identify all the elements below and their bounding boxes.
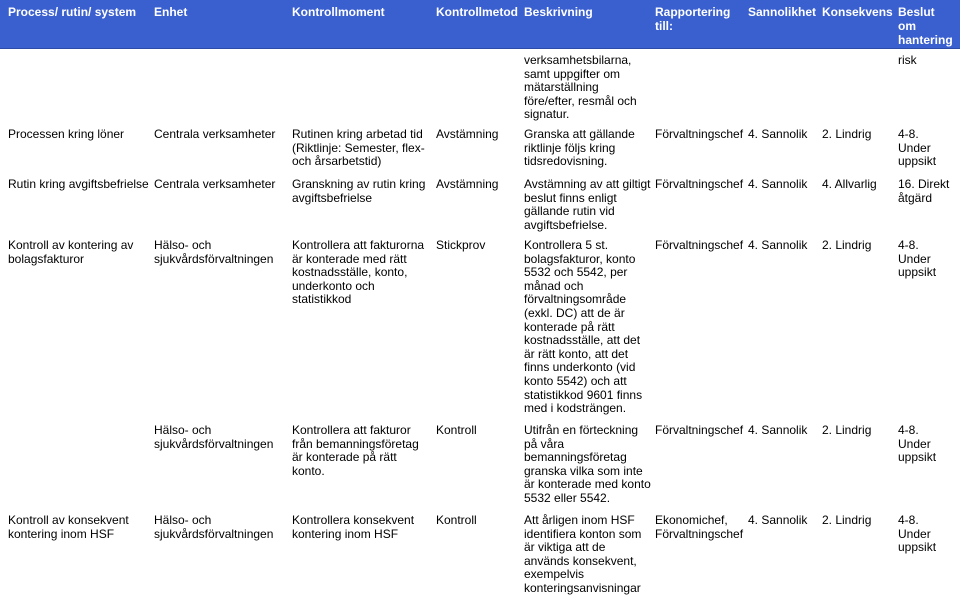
cell-unit: Hälso- och sjukvårdsförvaltningen: [154, 238, 274, 266]
cell-process: Kontroll av kontering av bolagsfakturor: [8, 238, 134, 266]
cell-unit: Centrala verksamheter: [154, 177, 276, 191]
header-control-method: Kontrollmetod: [436, 5, 518, 19]
header-report-to: Rapportering till:: [655, 5, 731, 33]
cell-probability: 4. Sannolik: [748, 513, 808, 527]
cell-report-to: Förvaltningschef: [655, 423, 744, 437]
cell-consequence: 2. Lindrig: [822, 238, 872, 252]
header-decision: Beslut om hantering: [898, 5, 953, 47]
cell-control-moment: Kontrollera att fakturorna är konterade med rätt kostnadsställe, konto, underkonto och statistikkod: [292, 238, 425, 307]
cell-consequence: 2. Lindrig: [822, 127, 872, 141]
header-consequence: Konsekvens: [822, 5, 893, 19]
cell-report-to: Förvaltningschef: [655, 177, 744, 191]
cell-description: Avstämning av att giltigt beslut finns enligt gällande rutin vid avgiftsbefrielse.: [524, 177, 651, 232]
cell-description: verksamhetsbilarna, samt uppgifter om mätarställning före/efter, resmål och signatur.: [524, 53, 637, 122]
cell-consequence: 2. Lindrig: [822, 513, 872, 527]
cell-consequence: 4. Allvarlig: [822, 177, 877, 191]
cell-control-moment: Granskning av rutin kring avgiftsbefrielse: [292, 177, 426, 205]
cell-report-to: Förvaltningschef: [655, 238, 744, 252]
cell-description: Att årligen inom HSF identifiera konton som är viktiga att de används konsekvent, exempelvis konteringsanvisningar: [524, 513, 642, 595]
cell-report-to: Förvaltningschef: [655, 127, 744, 141]
cell-report-to: Ekonomichef, Förvaltningschef: [655, 513, 744, 541]
cell-decision: 4-8. Under uppsikt: [898, 423, 937, 465]
cell-control-method: Kontroll: [436, 423, 477, 437]
header-process: Process/ rutin/ system: [8, 5, 137, 19]
cell-decision: 4-8. Under uppsikt: [898, 238, 937, 280]
cell-control-method: Stickprov: [436, 238, 486, 252]
cell-control-method: Avstämning: [436, 127, 499, 141]
cell-description: Granska att gällande riktlinje följs kring tidsredovisning.: [524, 127, 635, 169]
cell-control-method: Avstämning: [436, 177, 499, 191]
cell-unit: Hälso- och sjukvårdsförvaltningen: [154, 513, 274, 541]
header-unit: Enhet: [154, 5, 188, 19]
cell-probability: 4. Sannolik: [748, 177, 808, 191]
cell-description: Kontrollera 5 st. bolagsfakturor, konto 5532 och 5542, per månad och förvaltningsområde (exkl. DC) att de är konterade på rätt kostnadsställe, att det är rätt konto, att det finns underkonto (vid konto 5542) och att statistikkod 9601 finns med i kodsträngen.: [524, 238, 643, 416]
cell-decision: 4-8. Under uppsikt: [898, 127, 937, 169]
cell-control-moment: Rutinen kring arbetad tid (Riktlinje: Semester, flex- och årsarbetstid): [292, 127, 425, 169]
cell-decision: 4-8. Under uppsikt: [898, 513, 937, 555]
header-control-moment: Kontrollmoment: [292, 5, 385, 19]
cell-description: Utifrån en förteckning på våra bemanningsföretag granska vilka som inte är konterade med konto 5532 eller 5542.: [524, 423, 651, 505]
cell-process: Processen kring löner: [8, 127, 125, 141]
cell-decision: risk: [898, 53, 917, 67]
cell-consequence: 2. Lindrig: [822, 423, 872, 437]
header-probability: Sannolikhet: [748, 5, 817, 19]
cell-control-method: Kontroll: [436, 513, 477, 527]
cell-probability: 4. Sannolik: [748, 127, 808, 141]
cell-unit: Centrala verksamheter: [154, 127, 276, 141]
cell-unit: Hälso- och sjukvårdsförvaltningen: [154, 423, 274, 451]
cell-decision: 16. Direkt åtgärd: [898, 177, 950, 205]
cell-process: Rutin kring avgiftsbefrielse: [8, 177, 149, 191]
cell-control-moment: Kontrollera konsekvent kontering inom HSF: [292, 513, 415, 541]
cell-probability: 4. Sannolik: [748, 238, 808, 252]
cell-control-moment: Kontrollera att fakturor från bemanningsföretag är konterade på rätt konto.: [292, 423, 419, 478]
header-description: Beskrivning: [524, 5, 593, 19]
table-header: [0, 0, 960, 49]
cell-probability: 4. Sannolik: [748, 423, 808, 437]
cell-process: Kontroll av konsekvent kontering inom HSF: [8, 513, 129, 541]
